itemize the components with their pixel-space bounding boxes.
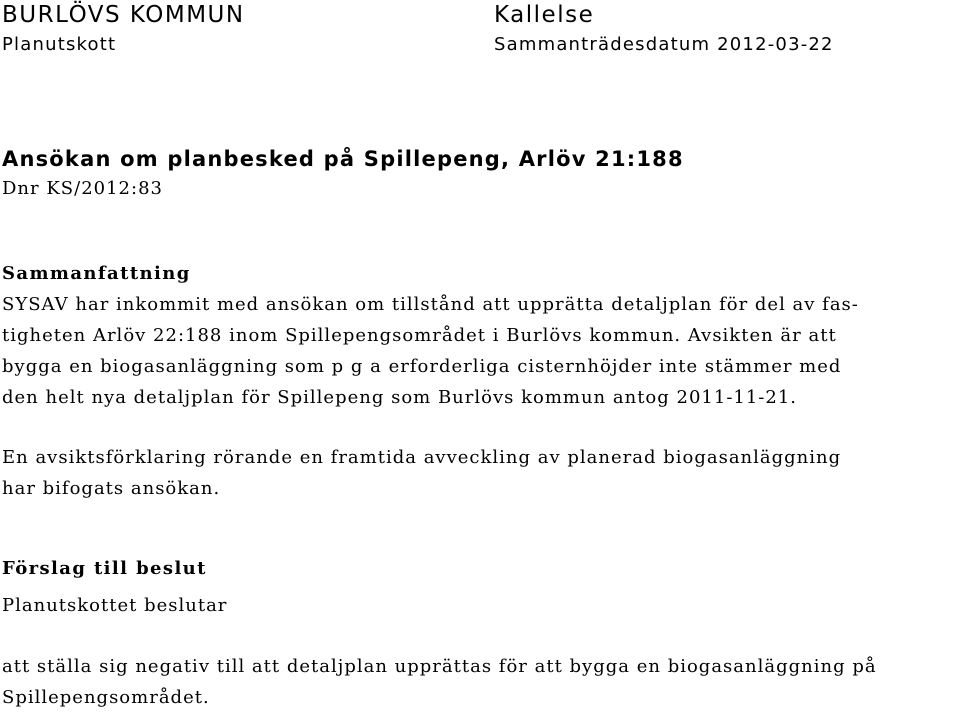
proposal-intro: Planutskottet beslutar xyxy=(2,595,228,616)
meeting-date: Sammanträdesdatum 2012-03-22 xyxy=(494,34,834,55)
summary-paragraph-2-line: En avsiktsförklaring rörande en framtida avveckling av planerad biogasanläggning xyxy=(2,447,842,468)
summary-paragraph-1-line: bygga en biogasanläggning som p g a erforderliga cisternhöjder inte stämmer med xyxy=(2,356,842,377)
summary-paragraph-1-line: tigheten Arlöv 22:188 inom Spillepengsområdet i Burlövs kommun. Avsikten är att xyxy=(2,325,837,346)
department-name: Planutskott xyxy=(2,34,117,55)
summary-paragraph-1 xyxy=(2,289,859,413)
proposal-decision-line: att ställa sig negativ till att detaljplan upprättas för att bygga en biogasanläggning på xyxy=(2,656,877,677)
document-type: Kallelse xyxy=(494,2,595,28)
case-number: Dnr KS/2012:83 xyxy=(2,178,163,199)
summary-heading: Sammanfattning xyxy=(2,263,191,284)
proposal-decision-line: Spillepengsområdet. xyxy=(2,687,210,708)
summary-paragraph-1-line: den helt nya detaljplan för Spillepeng som Burlövs kommun antog 2011-11-21. xyxy=(2,387,798,408)
proposal-decision xyxy=(2,651,877,713)
summary-paragraph-2 xyxy=(2,442,841,504)
summary-paragraph-1-line: SYSAV har inkommit med ansökan om tillstånd att upprätta detaljplan för del av fas- xyxy=(2,294,859,315)
matter-title: Ansökan om planbesked på Spillepeng, Arlöv 21:188 xyxy=(2,147,684,171)
summary-paragraph-2-line: har bifogats ansökan. xyxy=(2,478,221,499)
proposal-heading: Förslag till beslut xyxy=(2,558,207,579)
organization-name: BURLÖVS KOMMUN xyxy=(2,2,245,28)
